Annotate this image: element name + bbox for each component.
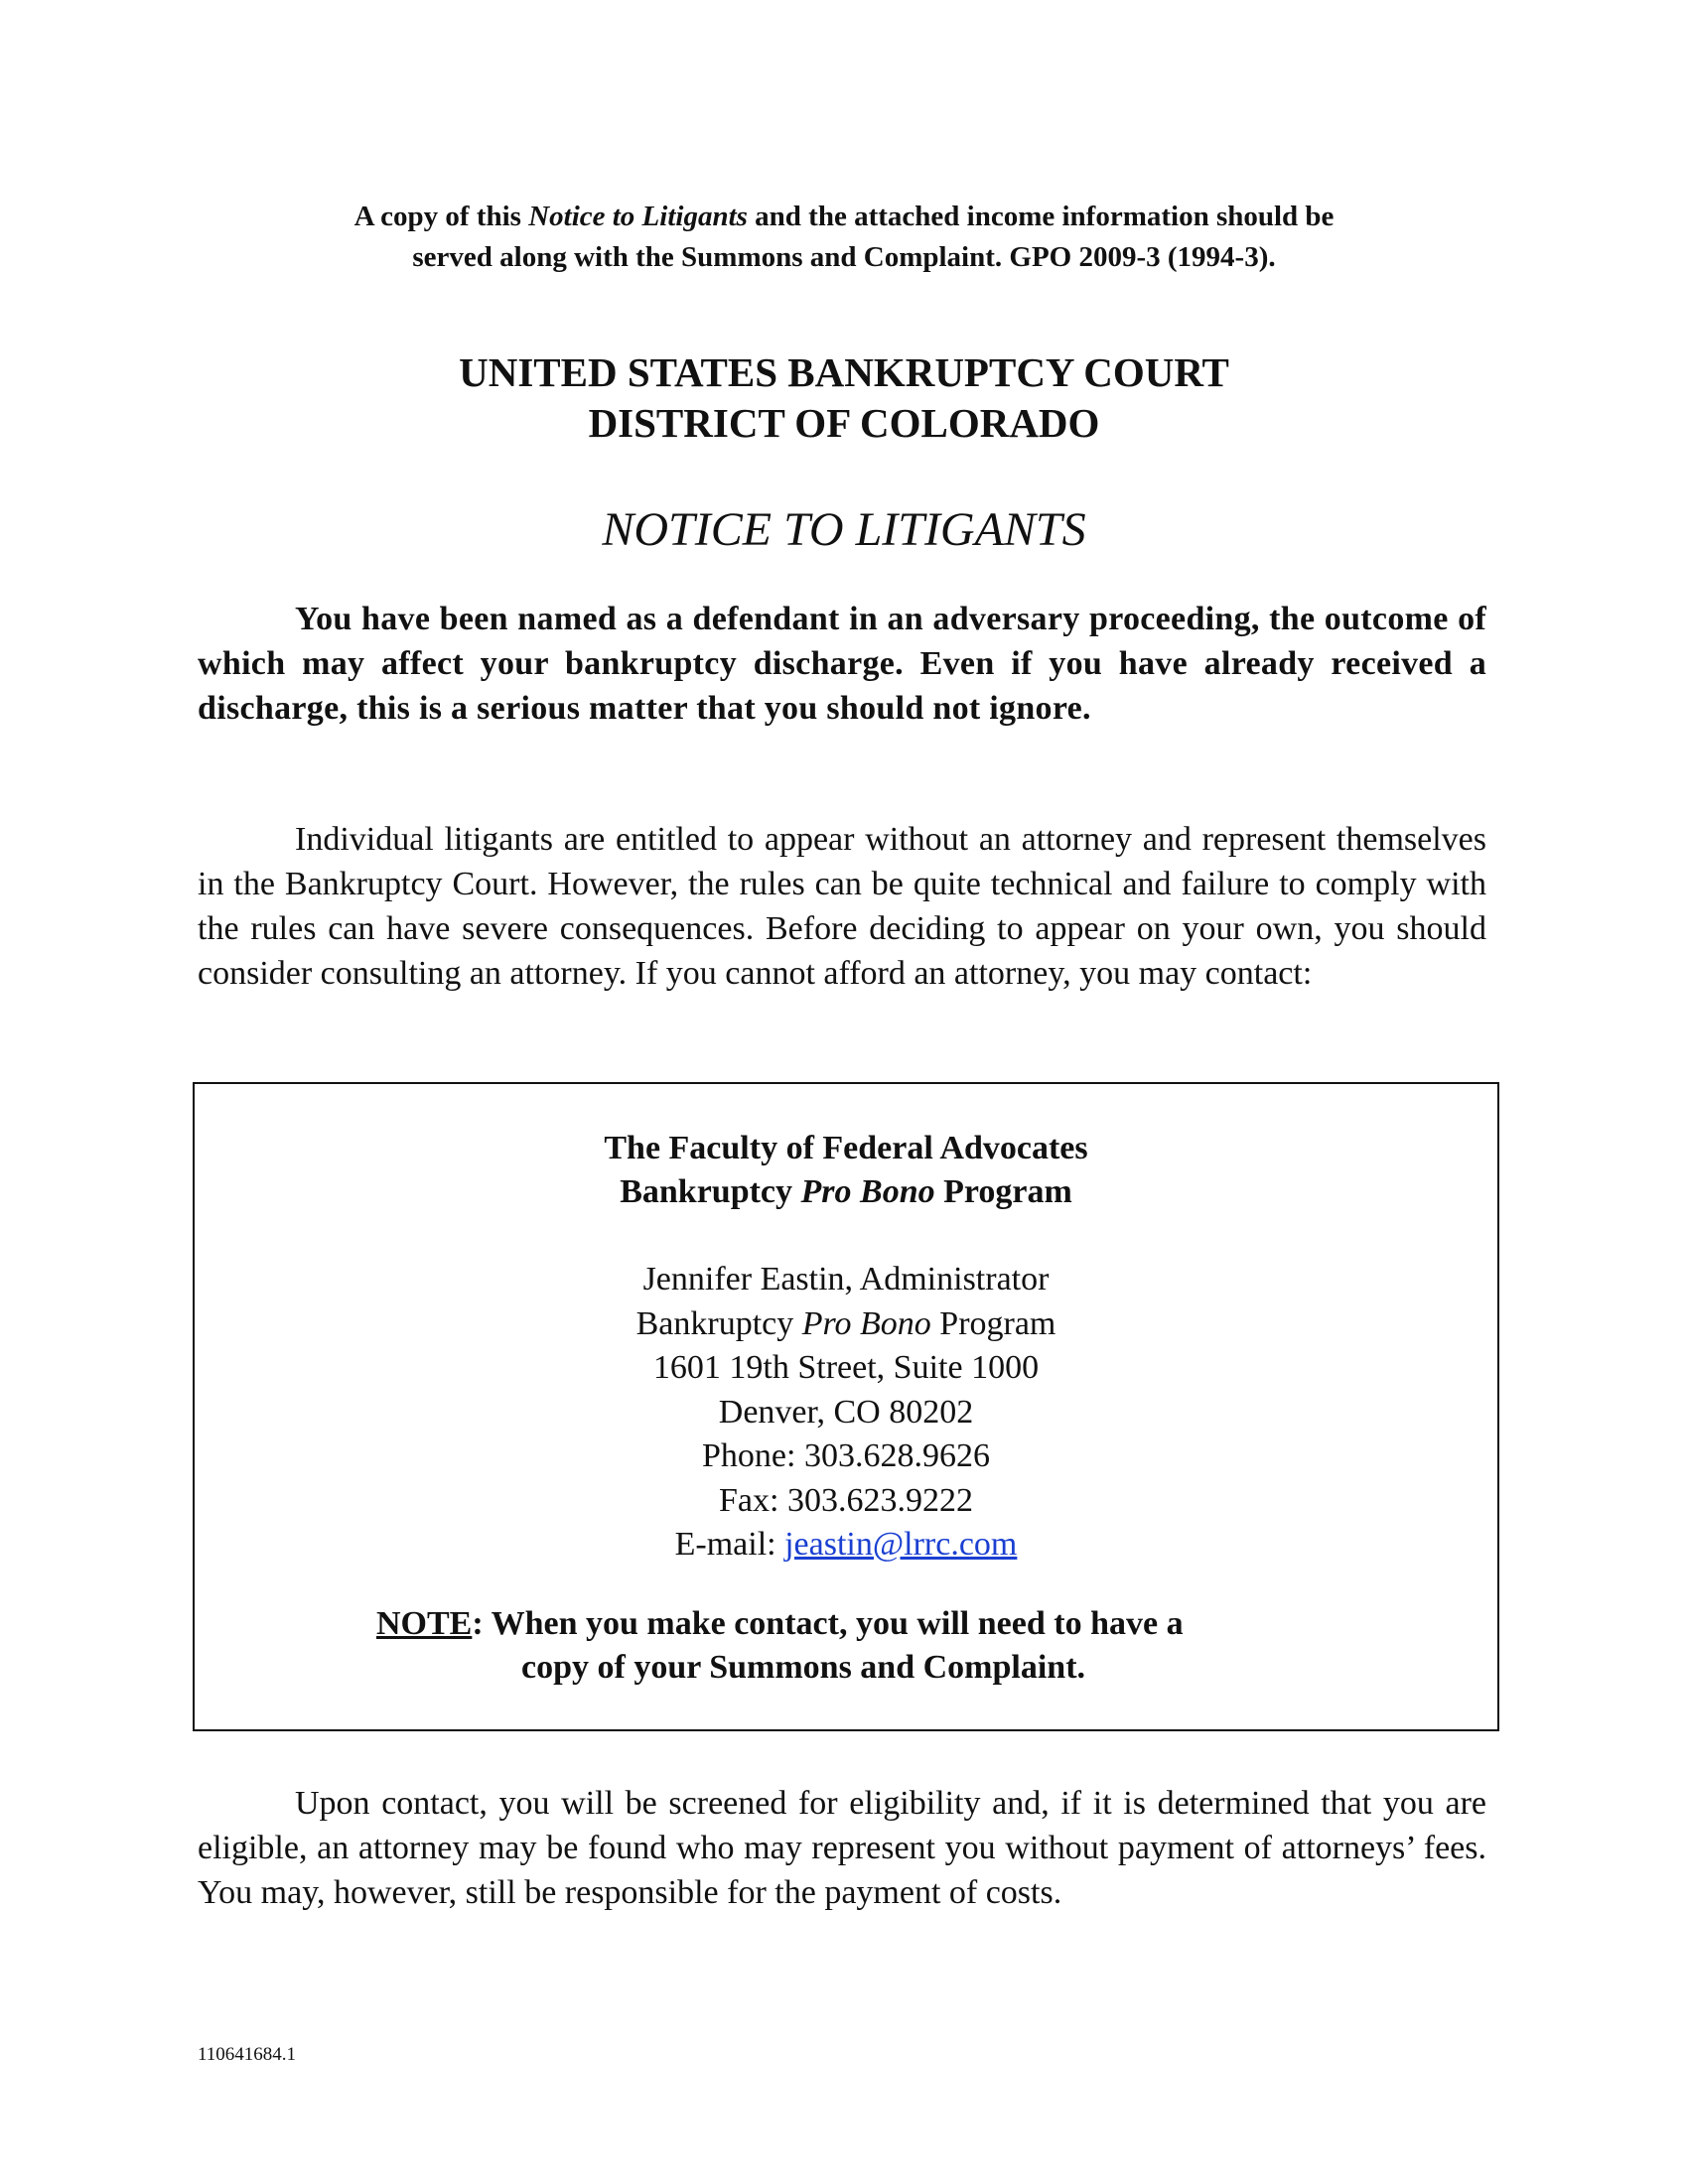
email-line [195,1523,1497,1568]
program-name [195,1302,1497,1347]
court-heading [0,347,1688,449]
service-instruction-line1 [0,197,1688,237]
org-program-italic: Pro Bono [800,1173,935,1210]
administrator-name: Jennifer Eastin, Administrator [642,1261,1050,1297]
notice-to-litigants-italic: Notice to Litigants [528,201,748,232]
phone-label: Phone: [702,1437,804,1474]
screening-paragraph: Upon contact, you will be screened for eligibility and, if it is determined that you are eligible, an attorney may be found who may represent you without payment of attorneys’ fees. You may, however, still be responsible for the payment of costs. [198,1785,1486,1911]
program-italic: Pro Bono [801,1304,931,1342]
fax-number: 303.623.9222 [786,1481,973,1519]
phone-line [195,1434,1497,1479]
org-program-post: Program [934,1173,1072,1210]
contact-address [195,1258,1497,1568]
street-address: 1601 19th Street, Suite 1000 [652,1349,1040,1386]
court-name: UNITED STATES BANKRUPTCY COURT [459,349,1229,395]
court-district: DISTRICT OF COLORADO [588,400,1100,446]
representation-paragraph: Individual litigants are entitled to appear without an attorney and represent themselves in the Bankruptcy Court. However, the rules can be quite technical and failure to comply with the rules can have severe consequences. Before deciding to appear on your own, you should consider consulting an attorney. If you cannot afford an attorney, you may contact: [198,821,1486,992]
fax-line [195,1479,1497,1524]
org-program-pre: Bankruptcy [620,1173,801,1210]
note-line1 [376,1602,1184,1646]
page-title: NOTICE TO LITIGANTS [602,503,1086,556]
phone-number: 303.628.9626 [803,1437,990,1474]
program-post: Program [930,1304,1056,1342]
service-instruction-part1: A copy of this [353,201,529,232]
document-id: 110641684.1 [198,2044,297,2065]
note-text-line1: : When you make contact, you will need to have a [472,1605,1184,1642]
service-instruction-line2: served along with the Summons and Complaint. GPO 2009-3 (1994-3). [412,241,1276,273]
city-state-zip: Denver, CO 80202 [718,1393,974,1431]
organization-name: The Faculty of Federal Advocates [604,1130,1088,1166]
note-label: NOTE [376,1605,473,1642]
organization-program [195,1170,1497,1214]
service-instruction [0,197,1688,278]
contact-box [193,1082,1499,1731]
fax-label: Fax: [719,1481,787,1519]
warning-paragraph: You have been named as a defendant in an adversary proceeding, the outcome of which may affect your bankruptcy discharge. Even if you have already received a discharge, this is a serious matter that you should not ignore. [198,601,1486,727]
service-instruction-part2: and the attached income information should be [747,201,1335,232]
contact-note [376,1602,1184,1690]
program-pre: Bankruptcy [635,1304,802,1342]
email-label: E-mail: [674,1526,785,1563]
email-link[interactable]: jeastin@lrrc.com [784,1526,1018,1563]
organization-heading [195,1127,1497,1214]
note-text-line2: copy of your Summons and Complaint. [521,1649,1086,1686]
